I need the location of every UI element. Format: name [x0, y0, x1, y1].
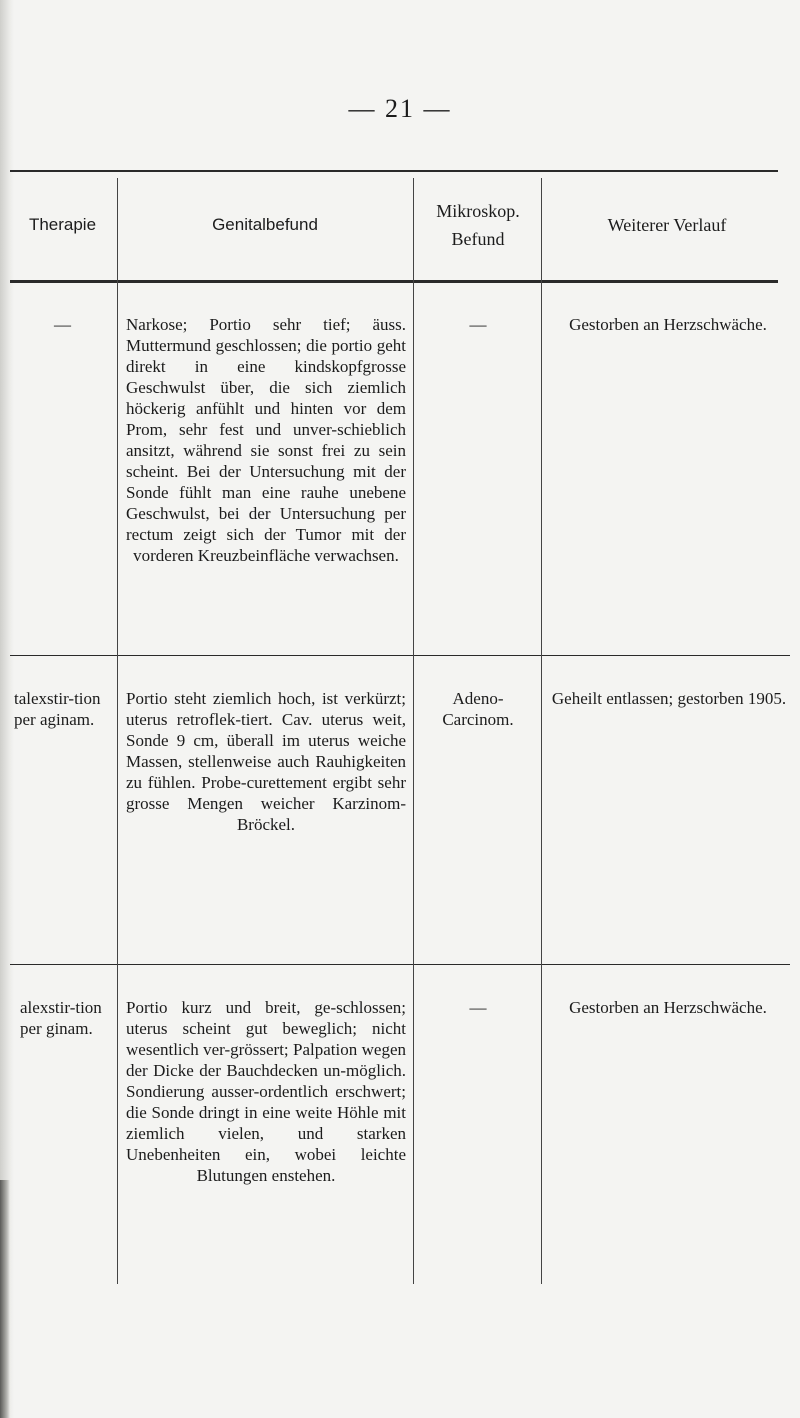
header-therapie: Therapie: [28, 215, 97, 234]
row-2-verlauf: Geheilt entlassen; gestorben 1905.: [551, 689, 787, 708]
header-mikroskop: Mikroskop. Befund: [436, 201, 520, 249]
row-3-therapie: alexstir-tion per ginam.: [20, 998, 102, 1038]
row-1-genitalbefund: Narkose; Portio sehr tief; äuss. Muttermund geschlossen; die portio geht direkt in eine kindskopfgrosse Geschwulst über, die sich ziemlich höckerig anfühlt und hinten vor dem Prom, sehr fest und unver-schieblich ansitzt, während sie sonst frei zu sein scheint. Bei der Untersuchung mit der Sonde fühlt man eine rauhe unebene Geschwulst, bei der Untersuchung per rectum zeigt sich der Tumor mit der vorderen Kreuzbeinfläche verwachsen.: [126, 315, 406, 565]
column-rule-3: [541, 178, 542, 1284]
header-bottom-rule: [10, 280, 778, 283]
row-1-verlauf: Gestorben an Herzschwäche.: [569, 315, 767, 334]
header-genitalbefund: Genitalbefund: [212, 215, 318, 234]
row-2-mikroskop: Adeno-Carcinom.: [442, 689, 514, 729]
header-verlauf: Weiterer Verlauf: [607, 215, 727, 235]
column-rule-1: [117, 178, 118, 1284]
row-2-therapie: talexstir-tion per aginam.: [14, 689, 101, 729]
row-3-verlauf: Gestorben an Herzschwäche.: [569, 998, 767, 1017]
row-divider-2: [10, 964, 790, 965]
table-top-rule: [10, 170, 778, 172]
row-2-genitalbefund: Portio steht ziemlich hoch, ist verkürzt; uterus retroflek-tiert. Cav. uterus weit, Sonde 9 cm, überall im uterus weiche Massen, stellenweise auch Rauhigkeiten zu fühlen. Probe-curettement ergibt sehr grosse Mengen weicher Karzinom-Bröckel.: [126, 689, 406, 834]
page-number: — 21 —: [348, 94, 452, 123]
column-rule-2: [413, 178, 414, 1284]
row-1-mikroskop: —: [469, 315, 487, 334]
row-1-therapie: —: [54, 315, 71, 334]
row-divider-1: [10, 655, 790, 656]
row-3-genitalbefund: Portio kurz und breit, ge-schlossen; uterus scheint gut beweglich; nicht wesentlich ver-grössert; Palpation wegen der Dicke der Bauchdecken un-möglich. Sondierung ausser-ordentlich erschwert; die Sonde dringt in eine weite Höhle mit ziemlich vielen, und starken Unebenheiten ein, wobei leichte Blutungen enstehen.: [126, 998, 406, 1185]
row-3-mikroskop: —: [469, 998, 487, 1017]
